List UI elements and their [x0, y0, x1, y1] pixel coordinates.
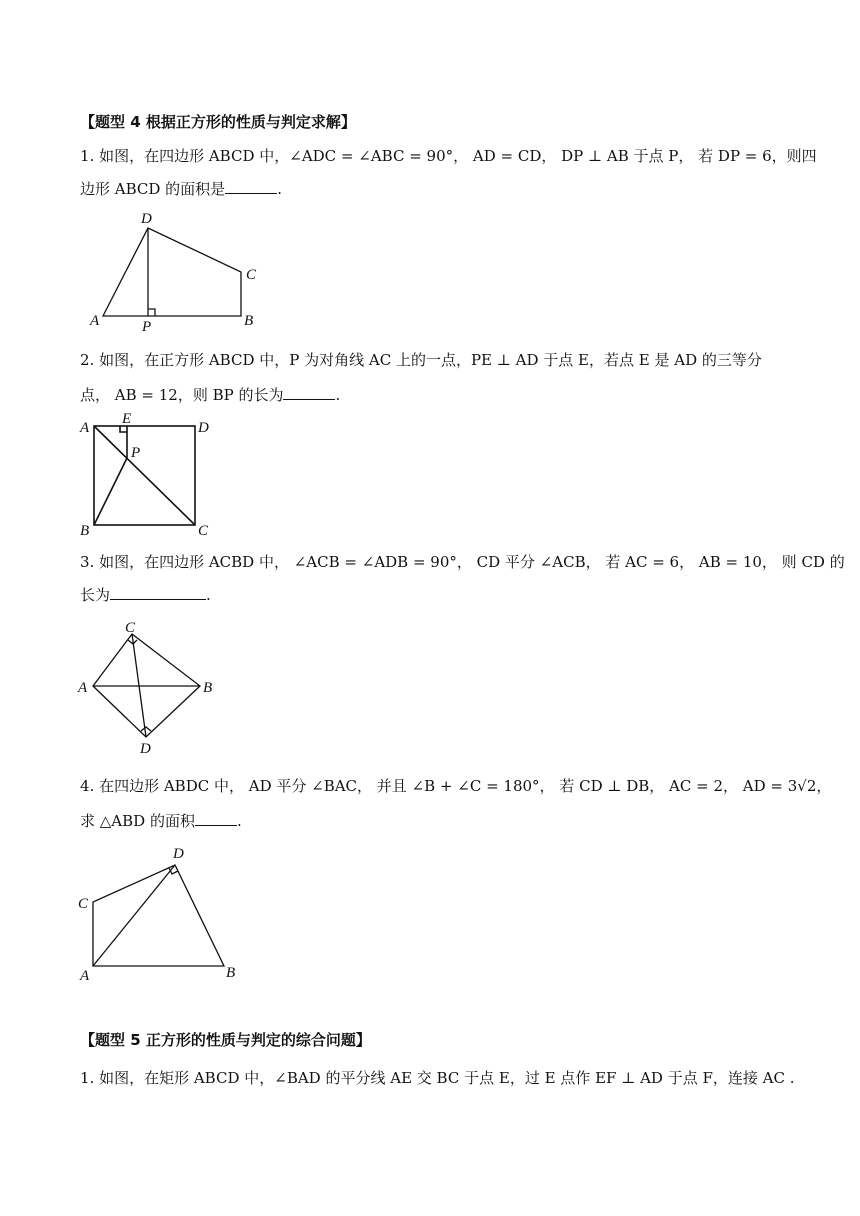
q3-label-c: C [125, 620, 136, 636]
q4-text-line1: 4. 在四边形 ABDC 中， AD 平分 ∠BAC， 并且 ∠B + ∠C = 180°， 若 CD ⊥ DB， AC = 2， AD = 3√2， [80, 777, 832, 795]
q3-text-line2-end: . [206, 586, 211, 604]
q4-label-b: B [226, 965, 236, 981]
q1-label-c: C [246, 267, 257, 283]
q4-diagonal-ad [93, 865, 175, 966]
q4-text-line2-end: . [236, 812, 242, 830]
q1-text-line2-end: . [277, 180, 282, 198]
q3-label-d: D [140, 741, 151, 757]
q2-label-a: A [80, 420, 90, 436]
q4-text-line2-start: 求 △ABD 的面积 [80, 812, 195, 830]
section-4-heading: 【题型 4 根据正方形的性质与判定求解】 [80, 113, 356, 131]
q2-label-b: B [80, 523, 90, 539]
q3-label-a: A [78, 680, 88, 696]
q1-label-b: B [244, 313, 254, 329]
q1-label-p: P [142, 319, 152, 335]
q2-label-e: E [122, 411, 132, 427]
q2-text-line2-start: 点， AB = 12，则 BP 的长为 [80, 386, 284, 404]
q2-label-p: P [131, 445, 141, 461]
q1-text-line2-start: 边形 ABCD 的面积是 [80, 180, 226, 198]
q4-label-d: D [173, 846, 184, 862]
q3-text-line2-start: 长为 [80, 586, 111, 604]
s5-q1-text-line1: 1. 如图，在矩形 ABCD 中，∠BAD 的平分线 AE 交 BC 于点 E，过 E 点作 EF ⊥ AD 于点 F，连接 AC . [80, 1069, 795, 1087]
q3-label-b: B [203, 680, 213, 696]
q2-label-d: D [198, 420, 209, 436]
q2-text-line1: 2. 如图，在正方形 ABCD 中，P 为对角线 AC 上的一点，PE ⊥ AD 于点 E，若点 E 是 AD 的三等分 [80, 351, 762, 369]
q2-label-c: C [198, 523, 209, 539]
section-5-heading: 【题型 5 正方形的性质与判定的综合问题】 [80, 1031, 371, 1049]
q1-label-a: A [90, 313, 100, 329]
q4-label-c: C [78, 896, 89, 912]
q1-label-d: D [141, 211, 152, 227]
q1-text-line1: 1. 如图，在四边形 ABCD 中，∠ADC = ∠ABC = 90°， AD = CD， DP ⊥ AB 于点 P， 若 DP = 6，则四 [80, 147, 817, 165]
q4-label-a: A [80, 968, 90, 984]
q3-text-line1: 3. 如图，在四边形 ACBD 中， ∠ACB = ∠ADB = 90°， CD 平分 ∠ACB， 若 AC = 6， AB = 10， 则 CD 的 [80, 553, 845, 571]
q2-text-line2-end: . [335, 386, 341, 404]
q4-quadrilateral [93, 865, 224, 966]
